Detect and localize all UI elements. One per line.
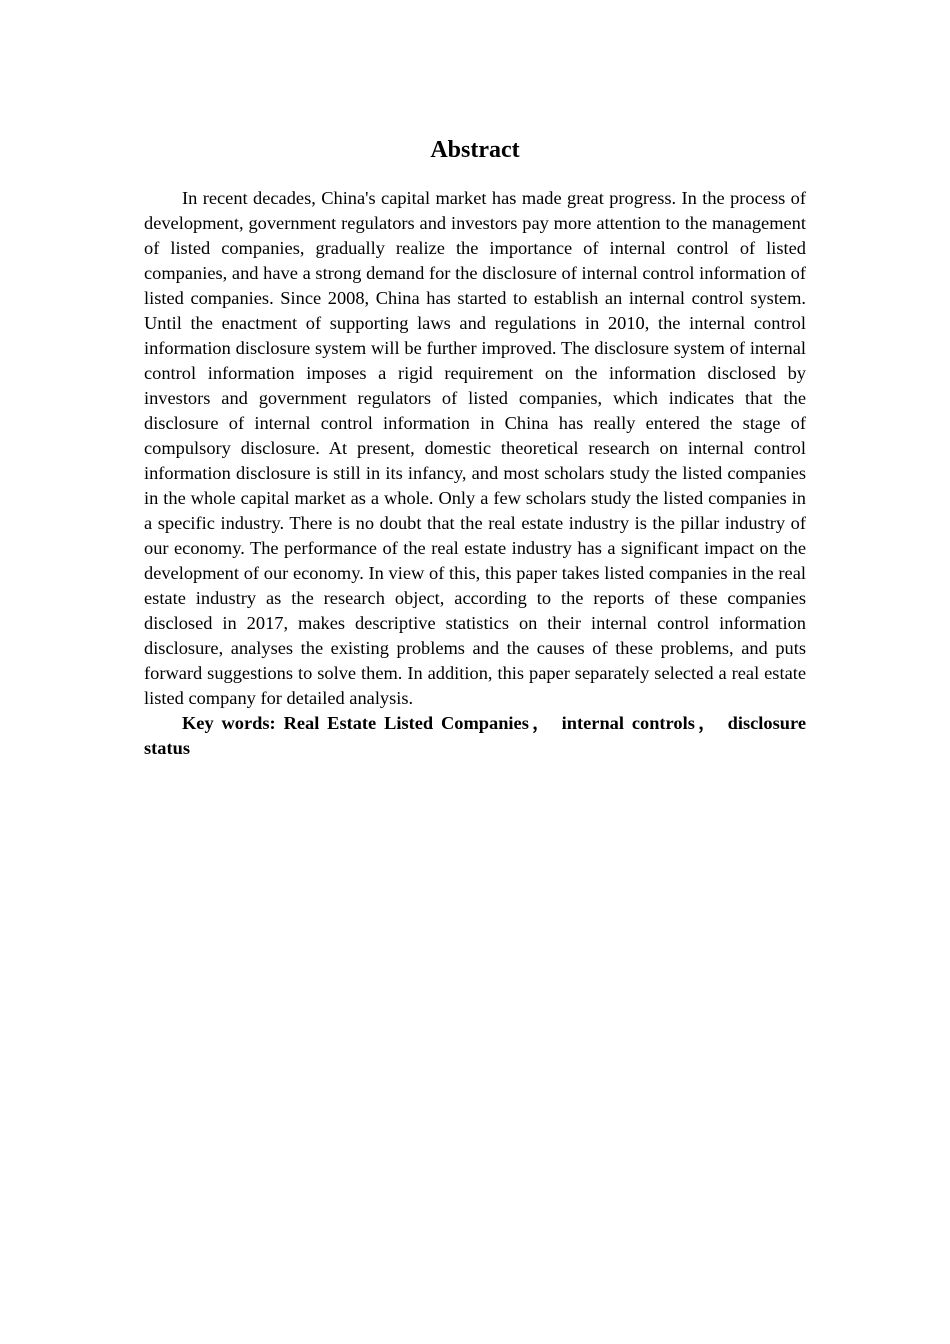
- keywords-label: Key words:: [182, 713, 276, 733]
- abstract-title: Abstract: [430, 137, 520, 163]
- abstract-body: In recent decades, China's capital market has made great progress. In the process of development, government regulators and investors pay more attention to the management of listed companies, gradually realize the importance of internal control of listed companies, and have a strong demand for the disclosure of internal control information of listed companies. Since 2008, China has started to establish an internal control system. Until the enactment of supporting laws and regulations in 2010, the internal control information disclosure system will be further improved. The disclosure system of internal control information imposes a rigid requirement on the information disclosed by investors and government regulators of listed companies, which indicates that the disclosure of internal control information in China has really entered the stage of compulsory disclosure. At present, domestic theoretical research on internal control information disclosure is still in its infancy, and most scholars study the listed companies in the whole capital market as a whole. Only a few scholars study the listed companies in a specific industry. There is no doubt that the real estate industry is the pillar industry of our economy. The performance of the real estate industry has a significant impact on the development of our economy. In view of this, this paper takes listed companies in the real estate industry as the research object, according to the reports of these companies disclosed in 2017, makes descriptive statistics on their internal control information disclosure, analyses the existing problems and the causes of these problems, and puts forward suggestions to solve them. In addition, this paper separately selected a real estate listed company for detailed analysis.: [144, 188, 806, 708]
- abstract-section: [144, 132, 806, 761]
- keywords-text: Real Estate Listed Companies， internal controls， disclosure status: [144, 713, 806, 758]
- keywords-line: [144, 711, 806, 761]
